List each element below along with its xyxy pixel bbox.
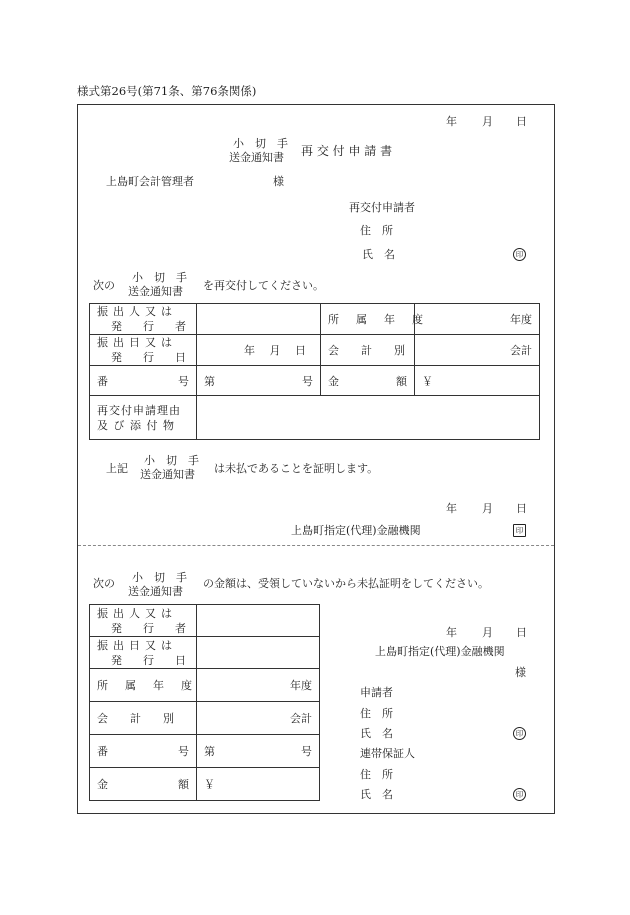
applicant-title: 再交付申請者 [349, 201, 415, 214]
issue-date-label: 振出日又は 発 行 日 [90, 335, 197, 366]
guarantor-address-label: 住 所 [360, 768, 393, 781]
seal-icon: 印 [513, 248, 526, 261]
issue-date-label: 振出日又は 発 行 日 [90, 637, 197, 669]
seal-icon: 印 [513, 727, 526, 740]
amount-label: 金 額 [321, 366, 415, 396]
payer-label: 振出人又は 発 行 者 [90, 304, 197, 335]
lower-prefix: 次の [93, 577, 115, 590]
fiscal-year-unit: 年度 [510, 313, 532, 326]
certify-remittance: 送金通知書 [140, 468, 195, 481]
certify-year-label: 年 [446, 502, 457, 515]
lower-year-label: 年 [446, 626, 457, 639]
number-value[interactable]: 第 号 [197, 366, 321, 396]
account-label: 会 計 別 [90, 702, 197, 735]
page-title: 再 交 付 申 請 書 [301, 144, 393, 158]
form-number: 様式第26号(第71条、第76条関係) [77, 84, 257, 98]
fiscal-year-label: 所 属 年 度 [90, 669, 197, 702]
lower-honorific: 様 [515, 666, 526, 679]
date-year-label: 年 [446, 115, 457, 128]
certify-day-label: 日 [516, 502, 527, 515]
issue-year-unit: 年 [244, 344, 255, 357]
amount-label: 金 額 [90, 768, 197, 801]
lower-address-label: 住 所 [360, 707, 393, 720]
request-prefix: 次の [93, 279, 115, 292]
number-value[interactable]: 第 号 [197, 735, 320, 768]
date-month-label: 月 [482, 115, 493, 128]
date-day-label: 日 [516, 115, 527, 128]
number-label: 番 号 [90, 366, 197, 396]
fiscal-year-value[interactable] [415, 304, 540, 335]
amount-value[interactable] [197, 768, 320, 801]
unpaid-table [89, 604, 320, 801]
title-check: 小 切 手 [233, 137, 288, 150]
certify-month-label: 月 [482, 502, 493, 515]
fiscal-year-label: 所 属 年 度 [321, 304, 415, 335]
yen-sign: ￥ [422, 374, 433, 388]
payer-value[interactable] [197, 605, 320, 637]
number-label: 番 号 [90, 735, 197, 768]
lower-institution: 上島町指定(代理)金融機関 [375, 645, 505, 658]
addressee-honorific: 様 [273, 175, 284, 188]
fiscal-year-unit: 年度 [290, 679, 312, 692]
lower-suffix: の金額は、受領していないから未払証明をしてください。 [203, 577, 489, 590]
guarantor-name-label: 氏 名 [360, 788, 393, 801]
cut-line [78, 545, 554, 546]
amount-value[interactable] [415, 366, 540, 396]
issue-month-unit: 月 [269, 344, 281, 357]
account-value[interactable] [197, 702, 320, 735]
reason-label: 再交付申請理由 及 び 添 付 物 [90, 396, 197, 440]
issue-date-value[interactable] [197, 637, 320, 669]
account-label: 会 計 別 [321, 335, 415, 366]
certify-institution: 上島町指定(代理)金融機関 [291, 524, 421, 537]
reissue-table [89, 303, 540, 440]
addressee: 上島町会計管理者 [106, 175, 194, 188]
lower-remittance: 送金通知書 [128, 585, 183, 598]
lower-month-label: 月 [482, 626, 493, 639]
account-unit: 会計 [290, 712, 312, 725]
lower-applicant-title: 申請者 [360, 686, 393, 699]
applicant-name-label: 氏 名 [362, 248, 395, 261]
title-remittance: 送金通知書 [229, 151, 284, 164]
issue-date-value[interactable] [197, 335, 321, 366]
issue-day-unit: 日 [295, 344, 306, 357]
guarantor-title: 連帯保証人 [360, 747, 415, 760]
certify-suffix: は未払であることを証明します。 [214, 462, 379, 475]
yen-sign: ￥ [204, 778, 215, 791]
applicant-address-label: 住 所 [360, 224, 393, 237]
account-value[interactable] [415, 335, 540, 366]
certify-prefix: 上記 [106, 462, 128, 475]
request-check: 小 切 手 [132, 271, 187, 284]
account-unit: 会計 [510, 344, 532, 357]
payer-value[interactable] [197, 304, 321, 335]
lower-name-label: 氏 名 [360, 727, 393, 740]
seal-icon: 印 [513, 524, 526, 537]
reason-value[interactable] [197, 396, 540, 440]
payer-label: 振出人又は 発 行 者 [90, 605, 197, 637]
lower-check: 小 切 手 [132, 571, 187, 584]
request-suffix: を再交付してください。 [203, 279, 324, 292]
lower-day-label: 日 [516, 626, 527, 639]
fiscal-year-value[interactable] [197, 669, 320, 702]
seal-icon: 印 [513, 788, 526, 801]
certify-check: 小 切 手 [144, 454, 199, 467]
request-remittance: 送金通知書 [128, 285, 183, 298]
